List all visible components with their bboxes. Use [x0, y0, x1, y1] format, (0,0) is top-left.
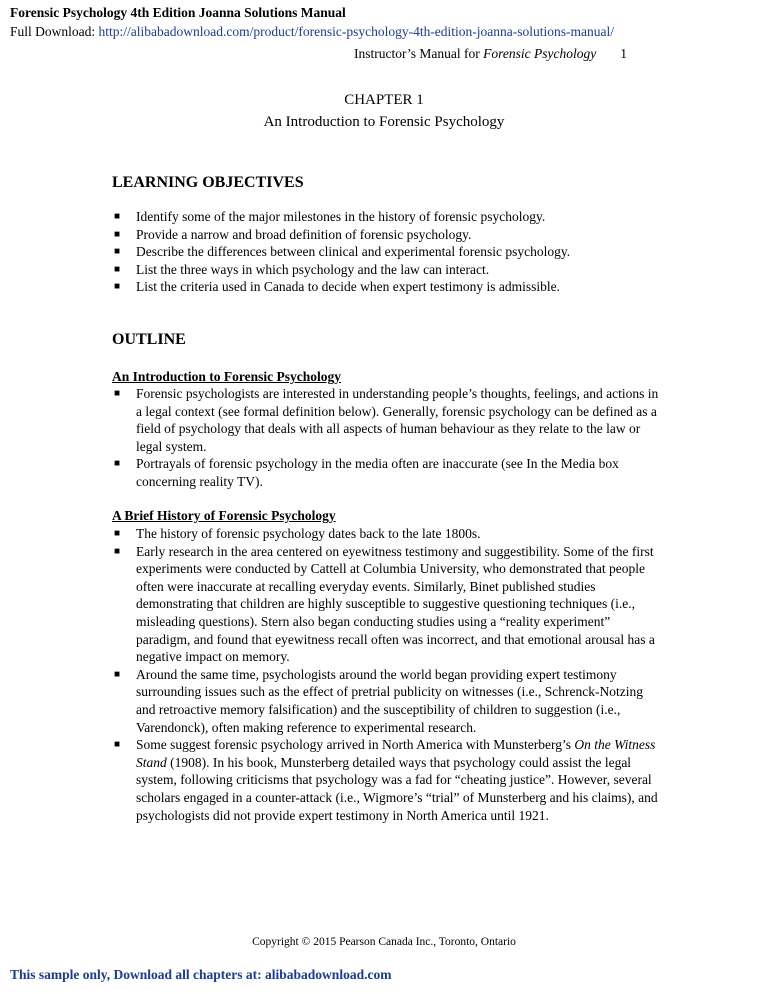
bullet-icon: ■	[114, 545, 121, 557]
list-item-text: Describe the differences between clinical and experimental forensic psychology.	[136, 244, 571, 260]
book-title: On the Witness Stand	[136, 737, 656, 770]
bullet-icon: ■	[114, 228, 121, 240]
list-item-text: List the three ways in which psychology and the law can interact.	[136, 261, 490, 277]
list-item-text: Provide a narrow and broad definition of forensic psychology.	[136, 226, 472, 242]
list-item	[112, 455, 660, 490]
download-link[interactable]: http://alibabadownload.com/product/forensic-psychology-4th-edition-joanna-solutions-manual/	[98, 24, 615, 39]
introduction-list	[112, 385, 660, 491]
list-item	[112, 208, 672, 226]
text-run: Some suggest forensic psychology arrived in North America with Munsterberg’s	[136, 737, 575, 753]
page-number: 1	[620, 46, 627, 61]
learning-objectives-list	[112, 208, 672, 296]
section-heading-text: An Introduction to Forensic Psychology	[112, 369, 342, 384]
list-item	[112, 278, 672, 296]
section-heading-text: A Brief History of Forensic Psychology	[112, 508, 336, 523]
bullet-icon: ■	[114, 211, 121, 222]
section-heading-introduction	[112, 369, 341, 385]
list-item-text: Forensic psychologists are interested in understanding people’s thoughts, feelings, and actions in a legal context (see formal definition below). Generally, forensic psychology can be defined as a field of psychology that deals with all aspects of human behaviour as they relate to the law or legal system.	[136, 386, 659, 454]
list-item-text: The history of forensic psychology dates back to the late 1800s.	[136, 526, 481, 541]
history-list	[112, 525, 660, 824]
list-item	[112, 736, 660, 824]
list-item	[112, 385, 660, 455]
bullet-icon: ■	[114, 528, 121, 539]
bullet-icon: ■	[114, 739, 121, 751]
bullet-icon: ■	[114, 246, 121, 258]
list-item-text: Early research in the area centered on eyewitness testimony and suggestibility. Some of the first experiments were conducted by Cattell at Columbia University, who demonstrated that people often were inaccurate at recalling everyday events. Similarly, Binet published studies demonstrating that children are highly susceptible to suggestive questioning techniques (i.e., misleading questions). Stern also began conducting studies using a “reality experiment” paradigm, and found that eyewitness recall often was incorrect, and that emotional arousal has a negative impact on memory.	[136, 543, 655, 665]
text-run: (1908). In his book, Munsterberg detailed ways that psychology could assist the legal system, following criticisms that psychology was a fad for “cheating justice”. However, several scholars engaged in a counter-attack (i.e., Wigmore’s “trial” of Munsterberg and his claims), and psychologists did not provide expert testimony in North America until 1921.	[136, 754, 658, 823]
chapter-title: An Introduction to Forensic Psychology	[263, 114, 505, 130]
bullet-icon: ■	[114, 668, 121, 680]
section-heading-history	[112, 508, 336, 524]
watermark-title: Forensic Psychology 4th Edition Joanna Solutions Manual	[10, 5, 346, 20]
list-item	[112, 261, 672, 279]
bullet-icon: ■	[114, 388, 121, 399]
list-item-text: Portrayals of forensic psychology in the media often are inaccurate (see In the Media box concerning reality TV).	[136, 456, 619, 489]
download-line	[10, 24, 614, 40]
bullet-icon: ■	[114, 281, 121, 293]
running-header	[354, 46, 627, 62]
list-item	[112, 543, 660, 666]
list-item	[112, 226, 672, 244]
list-item	[112, 666, 660, 736]
list-item-text: Around the same time, psychologists around the world began providing expert testimony surrounding issues such as the effect of pretrial publicity on witnesses (i.e., Schrenck-Notzing and retroactive memory falsification) and the susceptibility of children to suggestion (i.e., Varendonck), often making reference to experimental research.	[136, 666, 644, 735]
list-item-text	[136, 737, 658, 822]
list-item	[112, 525, 660, 543]
running-header-prefix: Instructor’s Manual for	[354, 46, 484, 61]
download-notice-link[interactable]: This sample only, Download all chapters at: alibabadownload.com	[10, 967, 392, 982]
list-item-text: List the criteria used in Canada to decide when expert testimony is admissible.	[136, 279, 561, 295]
bullet-icon: ■	[114, 263, 121, 275]
bullet-icon: ■	[114, 458, 121, 470]
list-item	[112, 243, 672, 261]
footer-copyright: Copyright © 2015 Pearson Canada Inc., Toronto, Ontario	[252, 936, 516, 948]
list-item-text: Identify some of the major milestones in the history of forensic psychology.	[136, 209, 546, 224]
outline-heading: OUTLINE	[112, 331, 186, 348]
running-header-book: Forensic Psychology	[483, 46, 597, 61]
learning-objectives-heading: LEARNING OBJECTIVES	[112, 174, 304, 191]
download-label: Full Download:	[10, 24, 99, 39]
chapter-number: CHAPTER 1	[344, 92, 424, 108]
